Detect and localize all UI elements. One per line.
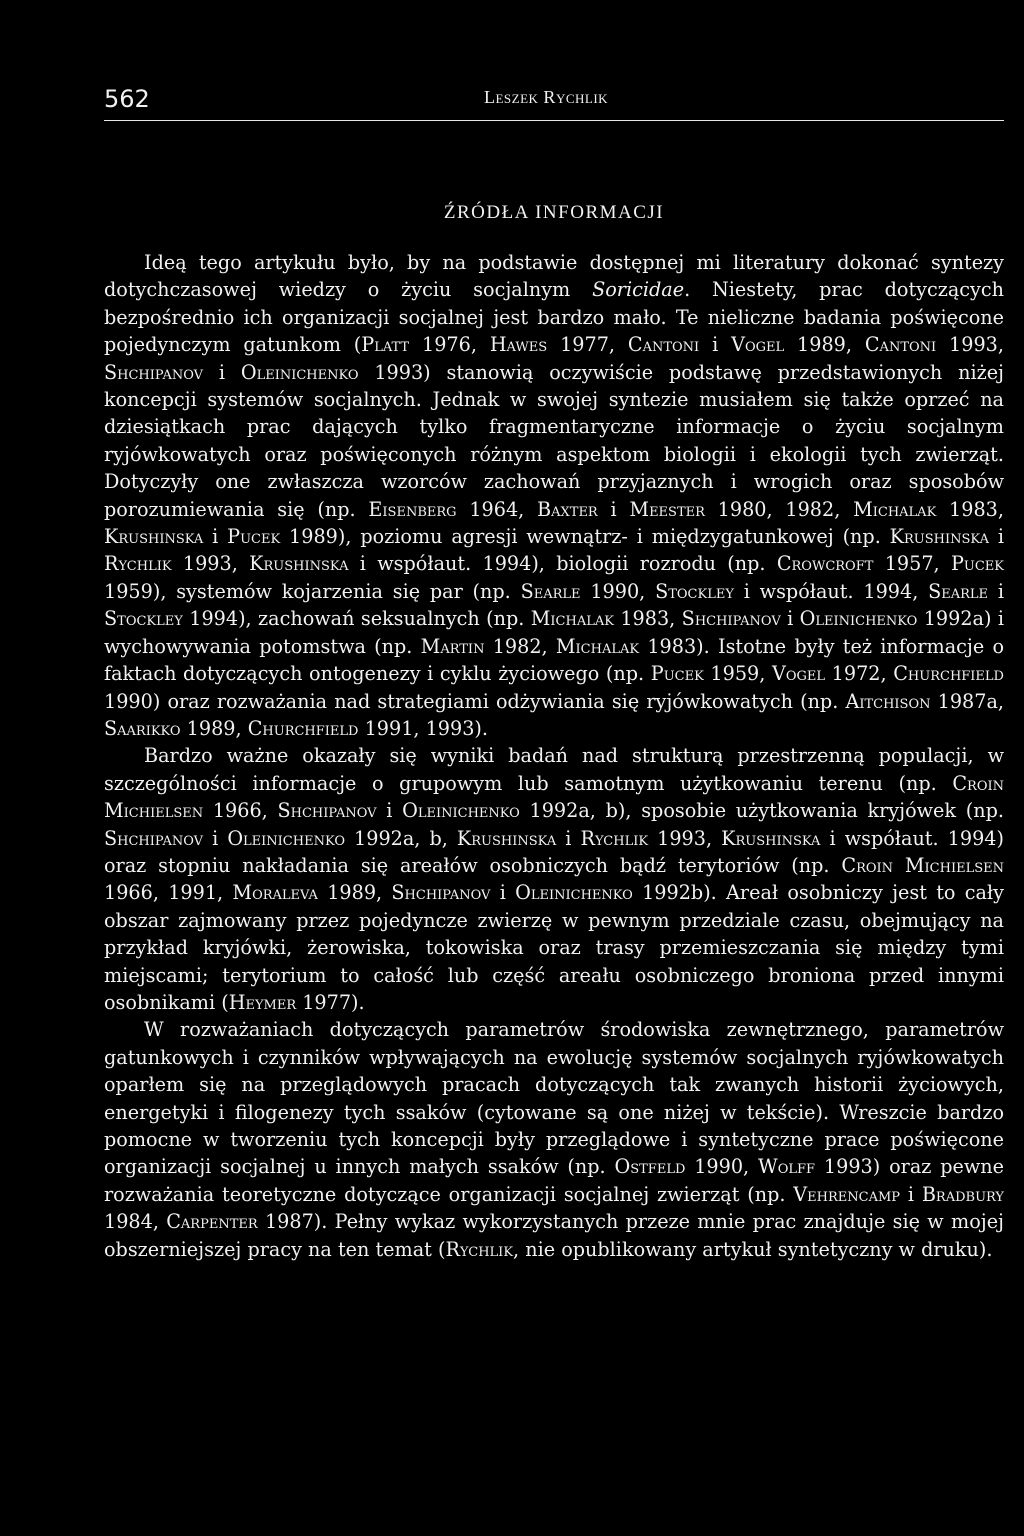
citation-author: Bradbury [921,1182,1004,1206]
citation-author: Vehrencamp [793,1182,901,1206]
citation-author: Wolff [758,1155,816,1179]
running-head [104,84,1004,121]
text-run: 1989, [317,881,392,905]
citation-author: Croin Michielsen [841,853,1004,877]
citation-author: Shchipanov [104,826,204,850]
text-run: 1992a, b, [344,826,457,850]
text-run: 1987a, [930,689,1005,713]
text-run: i [988,579,1004,603]
text-run: Bardzo ważne okazały się wyniki badań nad strukturą przestrzenną populacji, w szczególności informacje o grupowym lub samotnym użytkowaniu terenu (np. [104,744,1004,795]
citation-author: Oleinichenko [240,360,359,384]
citation-author: Shchipanov [104,360,204,384]
text-run: 1993, [936,333,1004,357]
citation-author: Michalak [555,634,640,658]
citation-author: Shchipanov [391,881,491,905]
citation-author: Stockley [104,607,183,631]
citation-author: Martin [420,634,485,658]
citation-author: Rychlik [104,552,172,576]
citation-author: Baxter [537,497,598,521]
text-run: i [988,525,1004,549]
citation-author: Krushinska [456,826,557,850]
text-run: 1983, [936,497,1004,521]
citation-author: Oleinichenko [515,881,633,905]
citation-author: Shchipanov [277,799,377,823]
citation-author: Croin Michielsen [104,771,1004,823]
text-run: 1966, [203,799,278,823]
text-run: 1993) stanowią oczywiście podstawę przedstawionych niżej koncepcji systemów socjalnych. Jednak w swojej syntezie musiałem się także oprzeć na dziesiątkach prac dających tylko fragmentaryczne informacje o życiu socjalnym ryjówkowatych oraz poświęconych różnym aspektom biologii i ekologii tych zwierząt. Dotyczyły one zwłaszcza wzorców zachowań przyjaznych i wrogich oraz sposobów porozumiewania się (np. [104,360,1004,521]
text-run: 1983, [613,607,682,631]
running-head-author: Leszek Rychlik [484,87,609,107]
text-run: i współaut. 1994, [733,579,929,603]
citation-author: Michalak [530,607,614,631]
text-run: 1957, [873,552,951,576]
text-run: W rozważaniach dotyczących parametrów środowiska zewnętrznego, parametrów gatunkowych i czynników wpływających na ewolucję systemów socjalnych ryjówkowatych oparłem się na przeglądowych pracach dotyczących tak zwanych historii życiowych, energetyki i filogenezy tych ssaków (cytowane są one niżej w tekście). Wreszcie bardzo pomocne w tworzeniu tych koncepcji były przeglądowe i syntetyczne prace poświęcone organizacji socjalnej u innych małych ssaków (np. [104,1018,1004,1179]
citation-author: Moraleva [232,881,318,905]
citation-author: Platt [361,333,410,357]
text-run: i [490,881,516,905]
text-run: i [556,826,581,850]
paragraph-3 [104,1016,1004,1263]
text-run: i [900,1182,922,1206]
page [104,84,1004,1263]
paragraph-2 [104,742,1004,1016]
body-text [104,249,1004,1263]
text-run: 1977, [547,333,628,357]
citation-author: Eisenberg [368,497,457,521]
text-run: i [376,799,403,823]
citation-author: Oleinichenko [227,826,345,850]
text-run: Ideą tego artykułu było, by na podstawie dostępnej mi literatury dokonać syntezy dotychczasowej wiedzy o życiu socjalnym [104,251,1004,302]
citation-author: Crowcroft [776,552,874,576]
citation-author: Searle [520,579,581,603]
text-run: 1984, [104,1210,167,1234]
citation-author: Vogel [772,662,826,686]
citation-author: Hawes [489,333,548,357]
text-run: , nie opublikowany artykuł syntetyczny w druku). [513,1237,993,1261]
citation-author: Stockley [655,579,734,603]
citation-author: Krushinska [721,826,821,850]
text-run: 1992b). Areał osobniczy jest to cały obszar zajmowany przez pojedyncze zwierzę w pewnym przedziale czasu, obejmujący na przykład kryjówki, żerowiska, tokowiska oraz trasy przemieszczania się między tymi miejscami; terytorium to całość lub część areału osobniczego broniona przed innymi osobnikami ( [104,881,1004,1014]
citation-author: Churchfield [893,662,1004,686]
citation-author: Cantoni [864,333,937,357]
citation-author: Carpenter [166,1210,258,1234]
citation-author: Cantoni [627,333,700,357]
section-heading: ŹRÓDŁA INFORMACJI [443,202,665,223]
text-run: 1992a, b), sposobie użytkowania kryjówek (np. [519,799,1004,823]
citation-author: Heymer [228,990,297,1014]
text-run: 1982, [484,634,556,658]
page-number: 562 [104,85,150,113]
citation-author: Michalak [853,497,937,521]
text-run: 1993) oraz pewne rozważania teoretyczne dotyczące organizacji socjalnej zwierząt (np. [104,1155,1004,1206]
citation-author: Pucek [227,525,281,549]
citation-author: Saarikko [104,716,181,740]
text-run: 1987). Pełny wykaz wykorzystanych przeze mnie prac znajduje się w mojej obszerniejszej pracy na ten temat ( [104,1210,1005,1261]
text-run: 1990) oraz rozważania nad strategiami odżywiania się ryjówkowatych (np. [104,689,846,713]
citation-author: Rychlik [445,1237,514,1261]
text-run: 1992a) i wychowywania potomstwa (np. [104,607,1004,658]
text-run: 1964, [456,497,538,521]
text-run: i [699,333,732,357]
citation-author: Searle [928,579,989,603]
citation-author: Vogel [731,333,785,357]
citation-author: Meester [629,497,705,521]
citation-author: Pucek [950,552,1004,576]
text-run: 1976, [409,333,490,357]
text-run: 1993, [648,826,722,850]
text-run: i współaut. 1994), biologii rozrodu (np. [348,552,777,576]
text-run: 1993, [171,552,250,576]
text-run: 1980, 1982, [704,497,854,521]
italic-term: Soricidae [592,278,685,302]
text-run: 1972, [825,662,894,686]
text-run: i [203,525,228,549]
text-run: 1994), zachowań seksualnych (np. [182,607,531,631]
text-run: 1983). Istotne były też informacje o faktach dotyczących ontogenezy i cyklu życiowego (np. [104,634,1005,686]
citation-author: Ostfeld [614,1155,686,1179]
citation-author: Krushinska [889,525,989,549]
text-run: i [203,826,228,850]
text-run: 1959, [703,662,772,686]
text-run: 1990, [580,579,656,603]
text-run: 1959), systemów kojarzenia się par (np. [104,579,521,603]
paragraph-1 [104,249,1004,742]
text-run: . Niestety, prac dotyczących bezpośrednio ich organizacji socjalnej jest bardzo mało. Te nieliczne badania poświęcone pojedynczym gatunkom ( [104,278,1004,357]
text-run: 1977). [296,990,365,1014]
text-run: 1991, 1993). [358,716,489,740]
citation-author: Oleinichenko [799,607,918,631]
citation-author: Shchipanov [681,607,781,631]
text-run: i [780,607,800,631]
text-run: 1966, 1991, [104,881,233,905]
citation-author: Oleinichenko [402,799,520,823]
citation-author: Krushinska [249,552,349,576]
citation-author: Rychlik [580,826,649,850]
text-run: i współaut. 1994) oraz stopniu nakładania się areałów osobniczych bądź terytoriów (np. [104,826,1004,877]
citation-author: Pucek [650,662,704,686]
text-run: 1990, [685,1155,759,1179]
citation-author: Aitchison [845,689,931,713]
text-run: 1989), poziomu agresji wewnątrz- i międzygatunkowej (np. [280,525,890,549]
text-run: 1989, [180,716,248,740]
citation-author: Krushinska [104,525,204,549]
text-run: i [597,497,630,521]
text-run: 1989, [784,333,865,357]
text-run: i [203,360,241,384]
citation-author: Churchfield [247,716,359,740]
